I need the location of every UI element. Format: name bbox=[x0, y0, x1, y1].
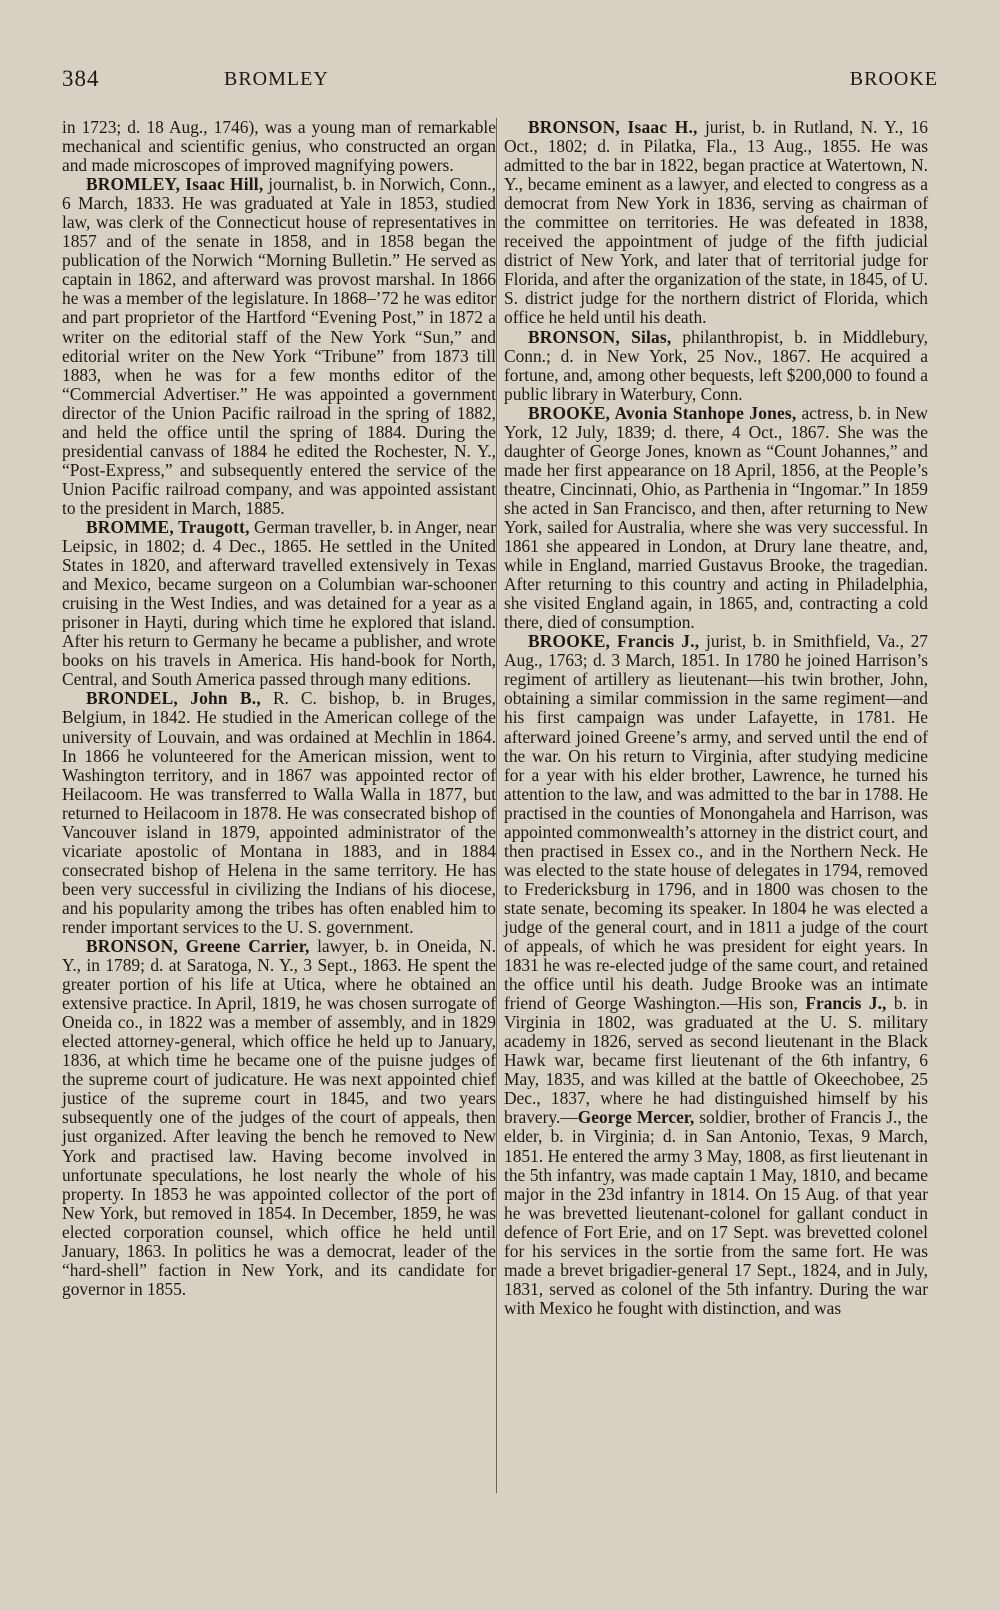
entry-continuation bbox=[62, 118, 496, 175]
left-running-head: BROMLEY bbox=[224, 68, 329, 90]
entry-text: R. C. bishop, b. in Bruges, Belgium, in 1842. He studied in the American college of the university of Louvain, and was ordained at Mechlin in 1864. In 1866 he volunteered for the American mission, went to Washington territory, and in 1867 was appointed rector of Heilacoom. He was transferred to Walla Walla in 1877, but returned to Heilacoom in 1878. He was consecrated bishop of Vancouver island in 1879, appointed administrator of the vicariate apostolic of Montana in 1883, and in 1884 consecrated bishop of Helena in the same territory. He has been very successful in civilizing the Indians of his diocese, and his popularity among the tribes has often enabled him to render important services to the U. S. government. bbox=[62, 688, 496, 937]
entry-heading: BROMLEY, Isaac Hill, bbox=[86, 174, 264, 195]
page-header bbox=[62, 66, 938, 96]
entry-heading: BRONDEL, John B., bbox=[86, 688, 261, 709]
entry-brooke-avonia bbox=[504, 404, 928, 633]
entry-text: lawyer, b. in Oneida, N. Y., in 1789; d. at Saratoga, N. Y., 3 Sept., 1863. He spent the greater portion of his life at Utica, where he obtained an extensive practice. In April, 1819, he was chosen surrogate of Oneida co., in 1822 was a member of assembly, and in 1829 elected attorney-general, which office he held up to January, 1836, at which time he became one of the puisne judges of the supreme court of judicature. He was next appointed chief justice of the supreme court in 1845, and two years subsequently one of the judges of the court of appeals, then just organized. After leaving the bench he removed to New York and practised law. Having become involved in unfortunate speculations, he lost nearly the whole of his property. In 1853 he was appointed collector of the port of New York, but removed in 1854. In December, 1859, he was elected corporation counsel, which office he held until January, 1863. In politics he was a democrat, leader of the “hard-shell” faction in New York, and its candidate for governor in 1855. bbox=[62, 936, 496, 1299]
entry-heading: BROOKE, Francis J., bbox=[528, 631, 700, 652]
inline-heading-george-mercer: George Mercer, bbox=[577, 1107, 695, 1128]
entry-bronson-silas bbox=[504, 328, 928, 404]
entry-text: journalist, b. in Norwich, Conn., 6 March, 1833. He was graduated at Yale in 1853, studied law, was clerk of the Connecticut house of representatives in 1857 and of the senate in 1858, and in 1858 began the publication of the Norwich “Morning Bulletin.” He served as captain in 1862, and afterward was provost marshal. In 1866 he was a member of the legislature. In 1868–’72 he was editor and part proprietor of the Hartford “Evening Post,” in 1872 a writer on the editorial staff of the New York “Sun,” and editorial writer on the New York “Tribune” from 1873 till 1883, when he was for a few months editor of the “Commercial Advertiser.” He was appointed a government director of the Union Pacific railroad in the spring of 1882, and held the office until the spring of 1884. During the presidential canvass of 1884 he edited the Rochester, N. Y., “Post-Express,” and subsequently entered the service of the Union Pacific railroad company, and was appointed assistant to the president in March, 1885. bbox=[62, 174, 496, 518]
entry-bromley-isaac bbox=[62, 175, 496, 518]
entry-bronson-isaac bbox=[504, 118, 928, 328]
entry-heading: BROOKE, Avonia Stanhope Jones, bbox=[528, 402, 797, 423]
entry-heading: BRONSON, Greene Carrier, bbox=[86, 936, 310, 957]
entry-text: soldier, brother of Francis J., the elder, b. in Virginia; d. in San Antonio, Texas, 9 March, 1851. He entered the army 3 May, 1808, as first lieutenant in the 5th infantry, was made captain 1 May, 1810, and became major in the 23d infantry in 1814. On 15 Aug. of that year he was brevetted lieutenant-colonel for gallant conduct in defence of Fort Erie, and on 17 Sept. was brevetted colonel for his services in the sortie from the same fort. He was made a brevet brigadier-general 17 Sept., 1824, and in July, 1831, served as colonel of the 5th infantry. During the war with Mexico he fought with distinction, and was bbox=[504, 1107, 928, 1318]
entry-text: jurist, b. in Rutland, N. Y., 16 Oct., 1802; d. in Pilatka, Fla., 13 Aug., 1855. He was admitted to the bar in 1822, began practice at Watertown, N. Y., became eminent as a lawyer, and elected to congress as a democrat from New York in 1836, serving as chairman of the committee on territories. He was defeated in 1838, received the appointment of judge of the fifth judicial district of New York, and later that of territorial judge for Florida, and after the organization of the state, in 1845, of U. S. district judge for the northern district of Florida, which office he held until his death. bbox=[504, 117, 929, 328]
entry-text: in 1723; d. 18 Aug., 1746), was a young man of remarkable mechanical and scientific genius, who constructed an organ and made microscopes of improved magnifying powers. bbox=[62, 117, 496, 176]
entry-heading: BRONSON, Silas, bbox=[528, 326, 672, 347]
entry-text: German traveller, b. in Anger, near Leipsic, in 1802; d. 4 Dec., 1865. He settled in the United States in 1820, and afterward travelled extensively in Texas and Mexico, became surgeon on a Columbian war-schooner cruising in the West Indies, and was detained for a year as a prisoner in Hayti, during which time he explored that island. After his return to Germany he became a publisher, and wrote books on his travels in America. His hand-book for North, Central, and South America passed through many editions. bbox=[62, 516, 496, 690]
entry-bronson-greene bbox=[62, 937, 496, 1299]
inline-heading-francis-jr: Francis J., bbox=[805, 993, 887, 1014]
entry-bromme-traugott bbox=[62, 518, 496, 689]
entry-brondel-john bbox=[62, 689, 496, 937]
entry-heading: BROMME, Traugott, bbox=[86, 516, 250, 537]
entry-text: philanthropist, b. in Middlebury, Conn.; d. in New York, 25 Nov., 1867. He acquired a fortune, and, among other bequests, left $200,000 to found a public library in Waterbury, Conn. bbox=[504, 326, 929, 404]
page-number: 384 bbox=[62, 66, 100, 91]
right-running-head: BROOKE bbox=[849, 68, 938, 90]
entry-heading: BRONSON, Isaac H., bbox=[528, 117, 698, 137]
left-column bbox=[62, 118, 496, 1299]
right-column bbox=[504, 118, 928, 1318]
entry-brooke-francis bbox=[504, 632, 928, 1318]
entry-text: jurist, b. in Smithfield, Va., 27 Aug., 1763; d. 3 March, 1851. In 1780 he joined Harrison’s regiment of artillery as lieutenant—his twin brother, John, obtaining a similar commission in the same regiment—and his first campaign was under Lafayette, in 1781. He afterward joined Greene’s army, and served until the end of the war. On his return to Virginia, after studying medicine for a year with his elder brother, Lawrence, he turned his attention to the law, and was admitted to the bar in 1788. He practised in the counties of Monongahela and Harrison, was appointed commonwealth’s attorney in the district court, and then practised in Essex co., and in the Northern Neck. He was elected to the state house of delegates in 1794, removed to Fredericksburg in 1796, and in 1800 was chosen to the state senate, becoming its speaker. In 1804 he was elected a judge of the general court, and in 1811 a judge of the court of appeals, of which he was president for eight years. In 1831 he was re-elected judge of the same court, and retained the office until his death. Judge Brooke was an intimate friend of George Washington.—His son, bbox=[504, 631, 928, 1014]
column-divider bbox=[496, 118, 497, 1493]
entry-text: actress, b. in New York, 12 July, 1839; d. there, 4 Oct., 1867. She was the daughter of George Jones, known as “Count Johannes,” and made her first appearance on 18 April, 1856, at the People’s theatre, Cincinnati, Ohio, as Parthenia in “Ingomar.” In 1859 she acted in San Francisco, and then, after returning to New York, sailed for Australia, where she was very successful. In 1861 she appeared in London, at Drury lane theatre, and, while in England, married Gustavus Brooke, the tragedian. After returning to this country and acting in Philadelphia, she visited England again, in 1865, and, contracting a cold there, died of consumption. bbox=[504, 402, 928, 633]
entry-text: b. in Virginia in 1802, was graduated at the U. S. military academy in 1826, served as second lieutenant in the Black Hawk war, became first lieutenant of the 6th infantry, 6 May, 1835, and was killed at the battle of Okeechobee, 25 Dec., 1837, where he had distinguished himself by his bravery.— bbox=[504, 993, 928, 1128]
